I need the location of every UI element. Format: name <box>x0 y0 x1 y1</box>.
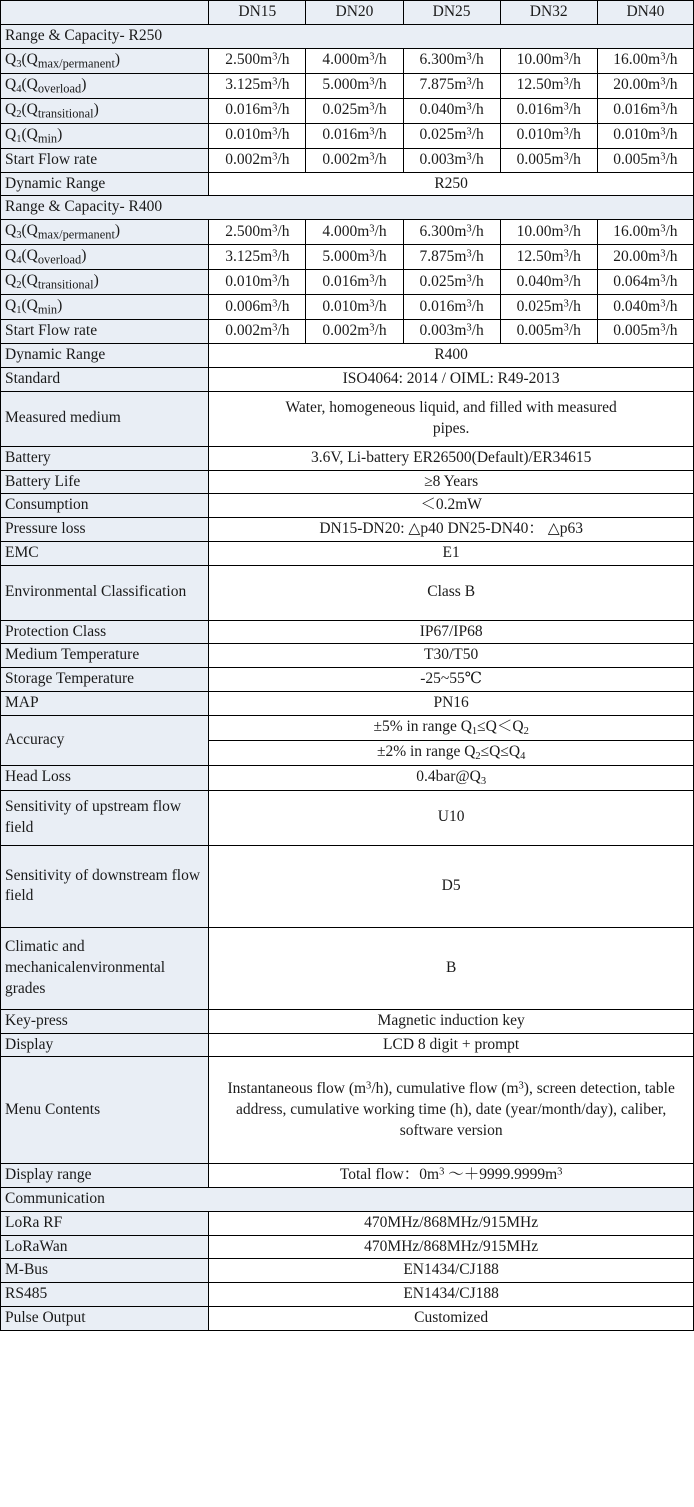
row-label-map: MAP <box>1 691 209 715</box>
cell-q1-r250-dn25: $0.025m^3/h$ <box>403 123 500 148</box>
cell-q1-r400-dn32: $0.025m^3/h$ <box>500 295 597 320</box>
cell-q2-r400-dn15: $0.010m^3/h$ <box>209 270 306 295</box>
row-label-q4-r250: $Q_4(Q_{overload})$ <box>1 73 209 98</box>
cell-consumption: ＜0.2mW <box>209 494 694 518</box>
row-label-accuracy: Accuracy <box>1 715 209 765</box>
row-label-environmental-classification: Environmental Classification <box>1 565 209 620</box>
table-row <box>1 98 694 123</box>
row-label-display: Display <box>1 1033 209 1057</box>
row-label-protection-class: Protection Class <box>1 620 209 644</box>
section-row-communication <box>1 1188 694 1212</box>
cell-q2-r250-dn20: $0.025m^3/h$ <box>306 98 403 123</box>
cell-climatic-grades: B <box>209 927 694 1009</box>
table-row <box>1 1306 694 1330</box>
table-row <box>1 1164 694 1188</box>
row-label-lora-rf: LoRa RF <box>1 1211 209 1235</box>
cell-q3-r250-dn32: $10.00m^3/h$ <box>500 48 597 73</box>
cell-q3-r400-dn32: $10.00m^3/h$ <box>500 220 597 245</box>
table-row <box>1 845 694 927</box>
cell-measured-medium: Water, homogeneous liquid, and filled with measured pipes. <box>209 391 694 446</box>
cell-q2-r250-dn40: $0.016m^3/h$ <box>597 98 693 123</box>
table-row <box>1 245 694 270</box>
column-header-dn32: DN32 <box>500 1 597 25</box>
cell-start-flow-r250-dn25: $0.003m^3/h$ <box>403 148 500 172</box>
row-label-start-flow-r250: Start Flow rate <box>1 148 209 172</box>
cell-q3-r400-dn20: $4.000m^3/h$ <box>306 220 403 245</box>
table-row <box>1 1009 694 1033</box>
cell-q4-r400-dn20: $5.000m^3/h$ <box>306 245 403 270</box>
table-row <box>1 715 694 740</box>
table-row <box>1 494 694 518</box>
table-row <box>1 1033 694 1057</box>
table-row <box>1 73 694 98</box>
row-label-q3-r250: $Q_3(Q_{max/permanent})$ <box>1 48 209 73</box>
cell-q2-r400-dn20: $0.016m^3/h$ <box>306 270 403 295</box>
cell-q4-r400-dn25: $7.875m^3/h$ <box>403 245 500 270</box>
table-row <box>1 220 694 245</box>
cell-standard: ISO4064: 2014 / OIML: R49-2013 <box>209 367 694 391</box>
cell-storage-temperature: -25~55℃ <box>209 668 694 692</box>
row-label-sensitivity-upstream: Sensitivity of upstream flow field <box>1 790 209 845</box>
table-row <box>1 691 694 715</box>
cell-medium-temperature: T30/T50 <box>209 644 694 668</box>
row-label-sensitivity-downstream: Sensitivity of downstream flow field <box>1 845 209 927</box>
table-row <box>1 1235 694 1259</box>
table-row <box>1 541 694 565</box>
cell-q2-r250-dn32: $0.016m^3/h$ <box>500 98 597 123</box>
row-label-rs485: RS485 <box>1 1283 209 1307</box>
cell-display-range: Total flow：$0m^3$ $\sim+9999.9999m^3$ <box>209 1164 694 1188</box>
cell-q3-r250-dn15: $2.500m^3/h$ <box>209 48 306 73</box>
table-row <box>1 668 694 692</box>
row-label-dynamic-range-r400: Dynamic Range <box>1 344 209 368</box>
table-row <box>1 620 694 644</box>
cell-q4-r250-dn32: $12.50m^3/h$ <box>500 73 597 98</box>
cell-start-flow-r400-dn15: $0.002m^3/h$ <box>209 320 306 344</box>
table-row <box>1 391 694 446</box>
cell-emc: E1 <box>209 541 694 565</box>
table-row <box>1 172 694 196</box>
table-row <box>1 1211 694 1235</box>
table-header-row <box>1 1 694 25</box>
row-label-climatic-grades: Climatic and mechanicalenvironmental grades <box>1 927 209 1009</box>
row-label-dynamic-range-r250: Dynamic Range <box>1 172 209 196</box>
cell-q2-r400-dn40: $0.064m^3/h$ <box>597 270 693 295</box>
cell-q2-r400-dn32: $0.040m^3/h$ <box>500 270 597 295</box>
cell-rs485: EN1434/CJ188 <box>209 1283 694 1307</box>
cell-q3-r400-dn40: $16.00m^3/h$ <box>597 220 693 245</box>
row-label-emc: EMC <box>1 541 209 565</box>
row-label-medium-temperature: Medium Temperature <box>1 644 209 668</box>
cell-dynamic-range-r250: R250 <box>209 172 694 196</box>
cell-sensitivity-upstream: U10 <box>209 790 694 845</box>
cell-start-flow-r400-dn40: $0.005m^3/h$ <box>597 320 693 344</box>
table-row <box>1 1057 694 1164</box>
cell-lorawan: 470MHz/868MHz/915MHz <box>209 1235 694 1259</box>
cell-display: LCD 8 digit + prompt <box>209 1033 694 1057</box>
cell-q4-r250-dn15: $3.125m^3/h$ <box>209 73 306 98</box>
table-row <box>1 320 694 344</box>
cell-start-flow-r250-dn40: $0.005m^3/h$ <box>597 148 693 172</box>
row-label-lorawan: LoRaWan <box>1 1235 209 1259</box>
cell-q1-r400-dn40: $0.040m^3/h$ <box>597 295 693 320</box>
row-label-storage-temperature: Storage Temperature <box>1 668 209 692</box>
cell-start-flow-r250-dn20: $0.002m^3/h$ <box>306 148 403 172</box>
cell-q4-r400-dn32: $12.50m^3/h$ <box>500 245 597 270</box>
cell-q4-r400-dn15: $3.125m^3/h$ <box>209 245 306 270</box>
column-header-dn40: DN40 <box>597 1 693 25</box>
cell-battery-life: ≥8 Years <box>209 470 694 494</box>
cell-q1-r400-dn15: $0.006m^3/h$ <box>209 295 306 320</box>
row-label-consumption: Consumption <box>1 494 209 518</box>
cell-q4-r250-dn25: $7.875m^3/h$ <box>403 73 500 98</box>
cell-battery: 3.6V, Li-battery ER26500(Default)/ER34615 <box>209 446 694 470</box>
cell-protection-class: IP67/IP68 <box>209 620 694 644</box>
table-row <box>1 1259 694 1283</box>
cell-environmental-classification: Class B <box>209 565 694 620</box>
section-title-r400: Range & Capacity- R400 <box>1 196 694 220</box>
section-title-r250: Range & Capacity- R250 <box>1 24 694 48</box>
cell-q3-r250-dn40: $16.00m^3/h$ <box>597 48 693 73</box>
table-row <box>1 367 694 391</box>
row-label-pulse-output: Pulse Output <box>1 1306 209 1330</box>
row-label-menu-contents: Menu Contents <box>1 1057 209 1164</box>
cell-q1-r400-dn20: $0.010m^3/h$ <box>306 295 403 320</box>
cell-accuracy-range-1: ±5% in range $Q_1\le Q<Q_2$ <box>209 715 694 740</box>
cell-start-flow-r250-dn15: $0.002m^3/h$ <box>209 148 306 172</box>
cell-q2-r400-dn25: $0.025m^3/h$ <box>403 270 500 295</box>
cell-q1-r250-dn20: $0.016m^3/h$ <box>306 123 403 148</box>
row-label-head-loss: Head Loss <box>1 765 209 790</box>
cell-start-flow-r250-dn32: $0.005m^3/h$ <box>500 148 597 172</box>
table-row <box>1 644 694 668</box>
row-label-mbus: M-Bus <box>1 1259 209 1283</box>
table-row <box>1 790 694 845</box>
cell-pulse-output: Customized <box>209 1306 694 1330</box>
column-header-dn25: DN25 <box>403 1 500 25</box>
cell-pressure-loss: DN15-DN20: △p40 DN25-DN40： △p63 <box>209 518 694 542</box>
column-header-dn20: DN20 <box>306 1 403 25</box>
cell-start-flow-r400-dn20: $0.002m^3/h$ <box>306 320 403 344</box>
row-label-pressure-loss: Pressure loss <box>1 518 209 542</box>
cell-q4-r250-dn40: $20.00m^3/h$ <box>597 73 693 98</box>
table-row <box>1 765 694 790</box>
cell-q4-r250-dn20: $5.000m^3/h$ <box>306 73 403 98</box>
cell-q3-r400-dn15: $2.500m^3/h$ <box>209 220 306 245</box>
cell-start-flow-r400-dn32: $0.005m^3/h$ <box>500 320 597 344</box>
table-row <box>1 123 694 148</box>
row-label-q1-r400: $Q_1(Q_{min})$ <box>1 295 209 320</box>
cell-sensitivity-downstream: D5 <box>209 845 694 927</box>
table-row <box>1 270 694 295</box>
section-row-r250 <box>1 24 694 48</box>
cell-key-press: Magnetic induction key <box>209 1009 694 1033</box>
cell-q4-r400-dn40: $20.00m^3/h$ <box>597 245 693 270</box>
header-corner-cell <box>1 1 209 25</box>
table-row <box>1 295 694 320</box>
row-label-q3-r400: $Q_3(Q_{max/permanent})$ <box>1 220 209 245</box>
row-label-battery: Battery <box>1 446 209 470</box>
cell-mbus: EN1434/CJ188 <box>209 1259 694 1283</box>
row-label-start-flow-r400: Start Flow rate <box>1 320 209 344</box>
table-row <box>1 344 694 368</box>
table-row <box>1 148 694 172</box>
table-row <box>1 48 694 73</box>
section-title-communication: Communication <box>1 1188 694 1212</box>
cell-lora-rf: 470MHz/868MHz/915MHz <box>209 1211 694 1235</box>
cell-start-flow-r400-dn25: $0.003m^3/h$ <box>403 320 500 344</box>
row-label-q1-r250: $Q_1(Q_{min})$ <box>1 123 209 148</box>
cell-q1-r250-dn32: $0.010m^3/h$ <box>500 123 597 148</box>
cell-q3-r250-dn20: $4.000m^3/h$ <box>306 48 403 73</box>
row-label-battery-life: Battery Life <box>1 470 209 494</box>
table-row <box>1 1283 694 1307</box>
row-label-q2-r400: $Q_2(Q_{transitional})$ <box>1 270 209 295</box>
table-row <box>1 446 694 470</box>
cell-q2-r250-dn25: $0.040m^3/h$ <box>403 98 500 123</box>
cell-q1-r250-dn15: $0.010m^3/h$ <box>209 123 306 148</box>
row-label-key-press: Key-press <box>1 1009 209 1033</box>
row-label-q4-r400: $Q_4(Q_{overload})$ <box>1 245 209 270</box>
row-label-standard: Standard <box>1 367 209 391</box>
cell-dynamic-range-r400: R400 <box>209 344 694 368</box>
table-row <box>1 565 694 620</box>
table-row <box>1 518 694 542</box>
cell-accuracy-range-2: ±2% in range $Q_2\le Q\le Q_4$ <box>209 740 694 765</box>
cell-map: PN16 <box>209 691 694 715</box>
cell-q1-r400-dn25: $0.016m^3/h$ <box>403 295 500 320</box>
cell-menu-contents: Instantaneous flow $(m^3/h)$, cumulative flow $(m^3)$, screen detection, table address, cumulative working time (h), date (year/month/day), caliber, software version <box>209 1057 694 1164</box>
section-row-r400 <box>1 196 694 220</box>
table-row <box>1 470 694 494</box>
row-label-q2-r250: $Q_2(Q_{transitional})$ <box>1 98 209 123</box>
cell-head-loss: $0.4bar@Q_3$ <box>209 765 694 790</box>
cell-q2-r250-dn15: $0.016m^3/h$ <box>209 98 306 123</box>
cell-q1-r250-dn40: $0.010m^3/h$ <box>597 123 693 148</box>
row-label-display-range: Display range <box>1 1164 209 1188</box>
column-header-dn15: DN15 <box>209 1 306 25</box>
table-row <box>1 927 694 1009</box>
row-label-measured-medium: Measured medium <box>1 391 209 446</box>
cell-q3-r400-dn25: $6.300m^3/h$ <box>403 220 500 245</box>
cell-q3-r250-dn25: $6.300m^3/h$ <box>403 48 500 73</box>
